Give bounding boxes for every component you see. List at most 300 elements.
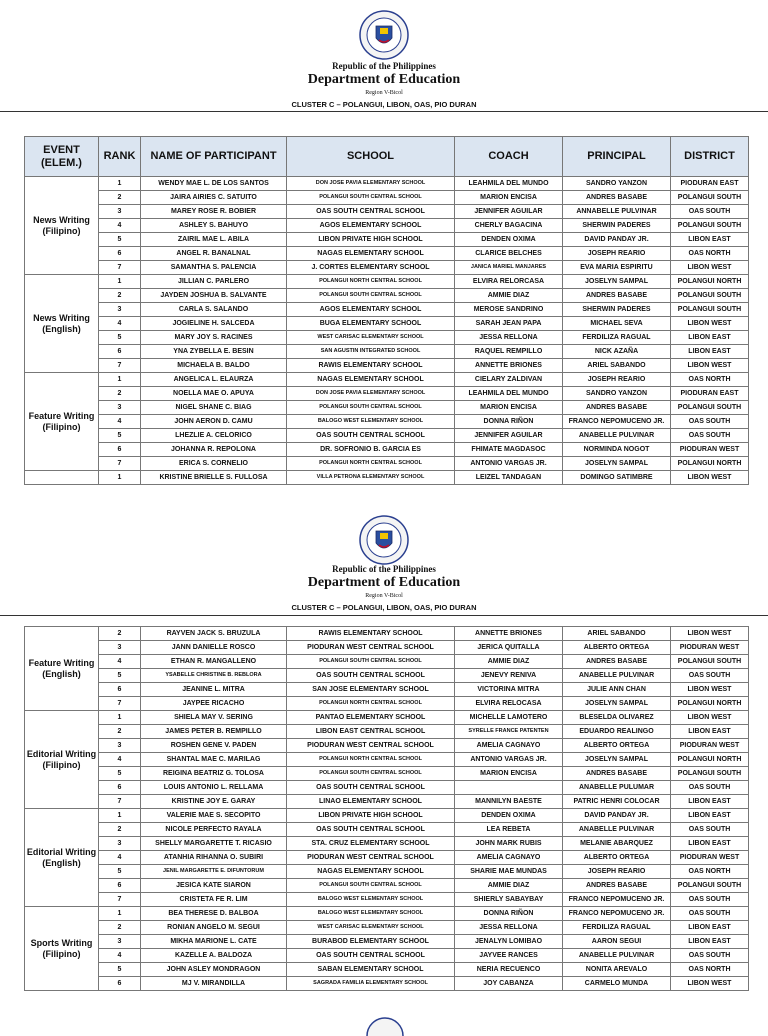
- school-cell: STA. CRUZ ELEMENTARY SCHOOL: [287, 837, 455, 851]
- table-row: [25, 795, 749, 809]
- coach-cell: DENDEN OXIMA: [455, 809, 563, 823]
- district-cell: POLANGUI SOUTH: [671, 401, 749, 415]
- principal-cell: ALBERTO ORTEGA: [563, 851, 671, 865]
- principal-cell: ARIEL SABANDO: [563, 627, 671, 641]
- table-row: [25, 331, 749, 345]
- principal-cell: ANABELLE PULVINAR: [563, 823, 671, 837]
- participant-cell: ROSHEN GENE V. PADEN: [141, 739, 287, 753]
- rank-cell: 7: [99, 697, 141, 711]
- coach-cell: ANTONIO VARGAS JR.: [455, 457, 563, 471]
- principal-cell: JULIE ANN CHAN: [563, 683, 671, 697]
- participant-cell: JAYDEN JOSHUA B. SALVANTE: [141, 289, 287, 303]
- rank-cell: 4: [99, 317, 141, 331]
- school-cell: OAS SOUTH CENTRAL SCHOOL: [287, 823, 455, 837]
- school-cell: WEST CARISAC ELEMENTARY SCHOOL: [287, 331, 455, 345]
- coach-cell: CIELARY ZALDIVAN: [455, 373, 563, 387]
- principal-cell: ARIEL SABANDO: [563, 359, 671, 373]
- principal-cell: JOSELYN SAMPAL: [563, 753, 671, 767]
- principal-cell: BLESELDA OLIVAREZ: [563, 711, 671, 725]
- rank-cell: 4: [99, 949, 141, 963]
- participant-cell: JANN DANIELLE ROSCO: [141, 641, 287, 655]
- table-row: [25, 753, 749, 767]
- school-cell: DON JOSE PAVIA ELEMENTARY SCHOOL: [287, 387, 455, 401]
- participant-cell: ETHAN R. MANGALLENO: [141, 655, 287, 669]
- participant-cell: REIGINA BEATRIZ G. TOLOSA: [141, 767, 287, 781]
- school-cell: BURABOD ELEMENTARY SCHOOL: [287, 935, 455, 949]
- rank-cell: 1: [99, 711, 141, 725]
- coach-cell: LEAHMILA DEL MUNDO: [455, 387, 563, 401]
- coach-cell: JENEVY RENIVA: [455, 669, 563, 683]
- district-cell: POLANGUI NORTH: [671, 697, 749, 711]
- district-cell: POLANGUI SOUTH: [671, 219, 749, 233]
- district-cell: LIBON WEST: [671, 317, 749, 331]
- col-principal: PRINCIPAL: [563, 137, 671, 177]
- coach-cell: AMMIE DIAZ: [455, 289, 563, 303]
- results-table-page-2: [24, 626, 749, 991]
- district-cell: LIBON EAST: [671, 331, 749, 345]
- table-row: [25, 935, 749, 949]
- coach-cell: MARION ENCISA: [455, 401, 563, 415]
- event-cell: Sports Writing (Filipino): [25, 907, 99, 991]
- principal-cell: JOSEPH REARIO: [563, 865, 671, 879]
- rank-cell: 7: [99, 795, 141, 809]
- participant-cell: NOELLA MAE O. APUYA: [141, 387, 287, 401]
- principal-cell: ANDRES BASABE: [563, 879, 671, 893]
- district-cell: LIBON WEST: [671, 627, 749, 641]
- table-row: [25, 921, 749, 935]
- table-row: [25, 655, 749, 669]
- event-cell: Feature Writing (Filipino): [25, 373, 99, 471]
- participant-cell: MIKHA MARIONE L. CATE: [141, 935, 287, 949]
- principal-cell: FRANCO NEPOMUCENO JR.: [563, 907, 671, 921]
- deped-seal-icon: [359, 515, 409, 565]
- coach-cell: NERIA RECUENCO: [455, 963, 563, 977]
- table-row: [25, 345, 749, 359]
- principal-cell: SHERWIN PADERES: [563, 219, 671, 233]
- rank-cell: 6: [99, 247, 141, 261]
- school-cell: BALOGO WEST ELEMENTARY SCHOOL: [287, 893, 455, 907]
- school-cell: BALOGO WEST ELEMENTARY SCHOOL: [287, 907, 455, 921]
- participant-cell: MICHAELA B. BALDO: [141, 359, 287, 373]
- principal-cell: MELANIE ABARQUEZ: [563, 837, 671, 851]
- district-cell: POLANGUI SOUTH: [671, 879, 749, 893]
- table-row: [25, 233, 749, 247]
- participant-cell: CRISTETA FE R. LIM: [141, 893, 287, 907]
- district-cell: POLANGUI NORTH: [671, 753, 749, 767]
- table-row: [25, 963, 749, 977]
- participant-cell: SHELLY MARGARETTE T. RICASIO: [141, 837, 287, 851]
- school-cell: AGOS ELEMENTARY SCHOOL: [287, 303, 455, 317]
- rank-cell: 6: [99, 345, 141, 359]
- rank-cell: 2: [99, 191, 141, 205]
- participant-cell: SAMANTHA S. PALENCIA: [141, 261, 287, 275]
- table-row: [25, 429, 749, 443]
- school-cell: SAN AGUSTIN INTEGRATED SCHOOL: [287, 345, 455, 359]
- school-cell: SAGRADA FAMILIA ELEMENTARY SCHOOL: [287, 977, 455, 991]
- district-cell: LIBON EAST: [671, 233, 749, 247]
- rank-cell: 3: [99, 739, 141, 753]
- participant-cell: KRISTINE BRIELLE S. FULLOSA: [141, 471, 287, 485]
- participant-cell: JEANINE L. MITRA: [141, 683, 287, 697]
- rank-cell: 6: [99, 879, 141, 893]
- participant-cell: ANGELICA L. ELAURZA: [141, 373, 287, 387]
- participant-cell: JENIL MARGARETTE E. DIFUNTORUM: [141, 865, 287, 879]
- participant-cell: NIGEL SHANE C. BIAG: [141, 401, 287, 415]
- principal-cell: ANDRES BASABE: [563, 401, 671, 415]
- district-cell: OAS NORTH: [671, 963, 749, 977]
- table-row: [25, 893, 749, 907]
- table-row: [25, 977, 749, 991]
- principal-cell: SANDRO YANZON: [563, 387, 671, 401]
- coach-cell: ELVIRA RELORCASA: [455, 275, 563, 289]
- coach-cell: FHIMATE MAGDASOC: [455, 443, 563, 457]
- rank-cell: 5: [99, 963, 141, 977]
- principal-cell: JOSEPH REARIO: [563, 373, 671, 387]
- republic-label: Republic of the Philippines: [332, 61, 436, 71]
- rank-cell: 3: [99, 641, 141, 655]
- table-row: [25, 387, 749, 401]
- school-cell: POLANGUI SOUTH CENTRAL SCHOOL: [287, 191, 455, 205]
- school-cell: PANTAO ELEMENTARY SCHOOL: [287, 711, 455, 725]
- district-cell: LIBON EAST: [671, 935, 749, 949]
- principal-cell: ANDRES BASABE: [563, 191, 671, 205]
- rank-cell: 3: [99, 401, 141, 415]
- school-cell: POLANGUI NORTH CENTRAL SCHOOL: [287, 753, 455, 767]
- coach-cell: AMMIE DIAZ: [455, 879, 563, 893]
- participant-cell: VALERIE MAE S. SECOPITO: [141, 809, 287, 823]
- participant-cell: SHANTAL MAE C. MARILAG: [141, 753, 287, 767]
- district-cell: POLANGUI SOUTH: [671, 191, 749, 205]
- school-cell: BUGA ELEMENTARY SCHOOL: [287, 317, 455, 331]
- coach-cell: DONNA RIÑON: [455, 907, 563, 921]
- district-cell: LIBON EAST: [671, 837, 749, 851]
- school-cell: WEST CARISAC ELEMENTARY SCHOOL: [287, 921, 455, 935]
- coach-cell: JESSA RELLONA: [455, 921, 563, 935]
- rank-cell: 1: [99, 373, 141, 387]
- participant-cell: RAYVEN JACK S. BRUZULA: [141, 627, 287, 641]
- participant-cell: KRISTINE JOY E. GARAY: [141, 795, 287, 809]
- table-row: [25, 949, 749, 963]
- participant-cell: WENDY MAE L. DE LOS SANTOS: [141, 177, 287, 191]
- rank-cell: 4: [99, 655, 141, 669]
- rank-cell: 3: [99, 205, 141, 219]
- table-row: [25, 289, 749, 303]
- district-cell: POLANGUI SOUTH: [671, 655, 749, 669]
- school-cell: POLANGUI SOUTH CENTRAL SCHOOL: [287, 289, 455, 303]
- table-row: [25, 767, 749, 781]
- participant-cell: ASHLEY S. BAHUYO: [141, 219, 287, 233]
- school-cell: LIBON PRIVATE HIGH SCHOOL: [287, 809, 455, 823]
- principal-cell: DAVID PANDAY JR.: [563, 809, 671, 823]
- district-cell: PIODURAN WEST: [671, 851, 749, 865]
- principal-cell: MICHAEL SEVA: [563, 317, 671, 331]
- event-cell: Feature Writing (English): [25, 627, 99, 711]
- event-cell: Editorial Writing (English): [25, 809, 99, 907]
- school-cell: POLANGUI SOUTH CENTRAL SCHOOL: [287, 767, 455, 781]
- coach-cell: JAYVEE RANCES: [455, 949, 563, 963]
- principal-cell: PATRIC HENRI COLOCAR: [563, 795, 671, 809]
- table-row: [25, 669, 749, 683]
- rank-cell: 1: [99, 809, 141, 823]
- participant-cell: ERICA S. CORNELIO: [141, 457, 287, 471]
- participant-cell: MAREY ROSE R. BOBIER: [141, 205, 287, 219]
- col-participant: NAME OF PARTICIPANT: [141, 137, 287, 177]
- header-divider: [0, 111, 768, 112]
- rank-cell: 6: [99, 443, 141, 457]
- table-row: [25, 317, 749, 331]
- school-cell: POLANGUI NORTH CENTRAL SCHOOL: [287, 457, 455, 471]
- principal-cell: ANABELLE PULVINAR: [563, 949, 671, 963]
- rank-cell: 5: [99, 865, 141, 879]
- school-cell: PIODURAN WEST CENTRAL SCHOOL: [287, 641, 455, 655]
- table-row: [25, 457, 749, 471]
- table-row: [25, 809, 749, 823]
- table-row: [25, 781, 749, 795]
- coach-cell: MANNILYN BAESTE: [455, 795, 563, 809]
- header-divider: [0, 615, 768, 616]
- district-cell: LIBON EAST: [671, 795, 749, 809]
- district-cell: POLANGUI NORTH: [671, 275, 749, 289]
- coach-cell: LEAHMILA DEL MUNDO: [455, 177, 563, 191]
- participant-cell: JILLIAN C. PARLERO: [141, 275, 287, 289]
- coach-cell: ANTONIO VARGAS JR.: [455, 753, 563, 767]
- district-cell: PIODURAN WEST: [671, 641, 749, 655]
- district-cell: OAS SOUTH: [671, 949, 749, 963]
- school-cell: NAGAS ELEMENTARY SCHOOL: [287, 247, 455, 261]
- principal-cell: DAVID PANDAY JR.: [563, 233, 671, 247]
- table-row: [25, 415, 749, 429]
- principal-cell: ANABELLE PULVINAR: [563, 429, 671, 443]
- participant-cell: MARY JOY S. RACINES: [141, 331, 287, 345]
- principal-cell: DOMINGO SATIMBRE: [563, 471, 671, 485]
- rank-cell: 7: [99, 261, 141, 275]
- coach-cell: MARION ENCISA: [455, 767, 563, 781]
- col-school: SCHOOL: [287, 137, 455, 177]
- district-cell: OAS NORTH: [671, 373, 749, 387]
- coach-cell: RAQUEL REMPILLO: [455, 345, 563, 359]
- principal-cell: ALBERTO ORTEGA: [563, 641, 671, 655]
- table-row: [25, 219, 749, 233]
- principal-cell: EVA MARIA ESPIRITU: [563, 261, 671, 275]
- rank-cell: 5: [99, 669, 141, 683]
- region-label: Region V-Bicol: [365, 90, 403, 96]
- district-cell: LIBON WEST: [671, 359, 749, 373]
- participant-cell: JESICA KATE SIARON: [141, 879, 287, 893]
- district-cell: LIBON EAST: [671, 725, 749, 739]
- school-cell: VILLA PETRONA ELEMENTARY SCHOOL: [287, 471, 455, 485]
- rank-cell: 3: [99, 303, 141, 317]
- participant-cell: CARLA S. SALANDO: [141, 303, 287, 317]
- region-label: Region V-Bicol: [365, 593, 403, 599]
- rank-cell: 6: [99, 683, 141, 697]
- event-cell: News Writing (English): [25, 275, 99, 373]
- principal-cell: FERDILIZA RAGUAL: [563, 921, 671, 935]
- table-row: [25, 823, 749, 837]
- principal-cell: FRANCO NEPOMUCENO JR.: [563, 415, 671, 429]
- principal-cell: SANDRO YANZON: [563, 177, 671, 191]
- principal-cell: FRANCO NEPOMUCENO JR.: [563, 893, 671, 907]
- principal-cell: ANDRES BASABE: [563, 289, 671, 303]
- district-cell: OAS SOUTH: [671, 415, 749, 429]
- table-row: [25, 907, 749, 921]
- principal-cell: JOSEPH REARIO: [563, 247, 671, 261]
- coach-cell: ANNETTE BRIONES: [455, 627, 563, 641]
- coach-cell: JENNIFER AGUILAR: [455, 429, 563, 443]
- event-cell: [25, 471, 99, 485]
- principal-cell: ANABELLE PULUMAR: [563, 781, 671, 795]
- table-row: [25, 683, 749, 697]
- principal-cell: ANABELLE PULVINAR: [563, 669, 671, 683]
- rank-cell: 1: [99, 275, 141, 289]
- principal-cell: ANNABELLE PULVINAR: [563, 205, 671, 219]
- coach-cell: CHERLY BAGACINA: [455, 219, 563, 233]
- participant-cell: JAYPEE RICACHO: [141, 697, 287, 711]
- table-row: [25, 697, 749, 711]
- participant-cell: ZAIRIL MAE L. ABILA: [141, 233, 287, 247]
- school-cell: POLANGUI SOUTH CENTRAL SCHOOL: [287, 655, 455, 669]
- rank-cell: 5: [99, 331, 141, 345]
- col-coach: COACH: [455, 137, 563, 177]
- coach-cell: ANNETTE BRIONES: [455, 359, 563, 373]
- school-cell: LIBON PRIVATE HIGH SCHOOL: [287, 233, 455, 247]
- district-cell: OAS SOUTH: [671, 823, 749, 837]
- col-rank: RANK: [99, 137, 141, 177]
- principal-cell: JOSELYN SAMPAL: [563, 697, 671, 711]
- event-cell: Editorial Writing (Filipino): [25, 711, 99, 809]
- coach-cell: SYRELLE FRANCE PATENTEN: [455, 725, 563, 739]
- table-row: [25, 401, 749, 415]
- principal-cell: FERDILIZA RAGUAL: [563, 331, 671, 345]
- participant-cell: JAMES PETER B. REMPILLO: [141, 725, 287, 739]
- table-row: [25, 879, 749, 893]
- coach-cell: DONNA RIÑON: [455, 415, 563, 429]
- table-row: [25, 837, 749, 851]
- cluster-label: CLUSTER C – POLANGUI, LIBON, OAS, PIO DURAN: [291, 100, 477, 109]
- participant-cell: JOHANNA R. REPOLONA: [141, 443, 287, 457]
- coach-cell: JESSA RELLONA: [455, 331, 563, 345]
- coach-cell: JOHN MARK RUBIS: [455, 837, 563, 851]
- school-cell: RAWIS ELEMENTARY SCHOOL: [287, 359, 455, 373]
- coach-cell: AMMIE DIAZ: [455, 655, 563, 669]
- coach-cell: JENALYN LOMIBAO: [455, 935, 563, 949]
- coach-cell: SHIERLY SABAYBAY: [455, 893, 563, 907]
- participant-cell: JOGIELINE H. SALCEDA: [141, 317, 287, 331]
- school-cell: PIODURAN WEST CENTRAL SCHOOL: [287, 851, 455, 865]
- rank-cell: 7: [99, 893, 141, 907]
- col-event: EVENT (ELEM.): [25, 137, 99, 177]
- district-cell: OAS SOUTH: [671, 893, 749, 907]
- rank-cell: 5: [99, 429, 141, 443]
- participant-cell: JOHN ASLEY MONDRAGON: [141, 963, 287, 977]
- district-cell: PIODURAN WEST: [671, 739, 749, 753]
- principal-cell: CARMELO MUNDA: [563, 977, 671, 991]
- rank-cell: 1: [99, 907, 141, 921]
- coach-cell: MICHELLE LAMOTERO: [455, 711, 563, 725]
- table-row: [25, 303, 749, 317]
- table-row: [25, 627, 749, 641]
- participant-cell: JAIRA AIRIES C. SATUITO: [141, 191, 287, 205]
- table-row: [25, 177, 749, 191]
- district-cell: LIBON WEST: [671, 261, 749, 275]
- department-title: Department of Education: [307, 575, 461, 590]
- principal-cell: EDUARDO REALINGO: [563, 725, 671, 739]
- rank-cell: 5: [99, 233, 141, 247]
- coach-cell: [455, 781, 563, 795]
- school-cell: POLANGUI SOUTH CENTRAL SCHOOL: [287, 879, 455, 893]
- table-row: [25, 739, 749, 753]
- coach-cell: VICTORINA MITRA: [455, 683, 563, 697]
- rank-cell: 4: [99, 415, 141, 429]
- rank-cell: 7: [99, 359, 141, 373]
- school-cell: OAS SOUTH CENTRAL SCHOOL: [287, 205, 455, 219]
- district-cell: LIBON WEST: [671, 977, 749, 991]
- district-cell: POLANGUI SOUTH: [671, 303, 749, 317]
- rank-cell: 4: [99, 753, 141, 767]
- table-row: [25, 205, 749, 219]
- district-cell: OAS SOUTH: [671, 781, 749, 795]
- school-cell: OAS SOUTH CENTRAL SCHOOL: [287, 781, 455, 795]
- school-cell: PIODURAN WEST CENTRAL SCHOOL: [287, 739, 455, 753]
- deped-seal-icon: [365, 1016, 405, 1036]
- school-cell: LIBON EAST CENTRAL SCHOOL: [287, 725, 455, 739]
- table-row: [25, 641, 749, 655]
- participant-cell: KAZELLE A. BALDOZA: [141, 949, 287, 963]
- rank-cell: 6: [99, 781, 141, 795]
- school-cell: POLANGUI NORTH CENTRAL SCHOOL: [287, 275, 455, 289]
- table-header-row: [25, 137, 749, 177]
- district-cell: LIBON WEST: [671, 711, 749, 725]
- school-cell: NAGAS ELEMENTARY SCHOOL: [287, 865, 455, 879]
- district-cell: PIODURAN WEST: [671, 443, 749, 457]
- district-cell: LIBON EAST: [671, 921, 749, 935]
- coach-cell: JANICA MARIEL MANJARES: [455, 261, 563, 275]
- rank-cell: 2: [99, 725, 141, 739]
- school-cell: OAS SOUTH CENTRAL SCHOOL: [287, 949, 455, 963]
- rank-cell: 2: [99, 627, 141, 641]
- district-cell: LIBON WEST: [671, 683, 749, 697]
- principal-cell: JOSELYN SAMPAL: [563, 275, 671, 289]
- rank-cell: 1: [99, 471, 141, 485]
- coach-cell: SHARIE MAE MUNDAS: [455, 865, 563, 879]
- coach-cell: LEA REBETA: [455, 823, 563, 837]
- participant-cell: BEA THERESE D. BALBOA: [141, 907, 287, 921]
- table-row: [25, 725, 749, 739]
- coach-cell: MARION ENCISA: [455, 191, 563, 205]
- school-cell: POLANGUI SOUTH CENTRAL SCHOOL: [287, 401, 455, 415]
- district-cell: POLANGUI NORTH: [671, 457, 749, 471]
- district-cell: POLANGUI SOUTH: [671, 767, 749, 781]
- district-cell: OAS SOUTH: [671, 907, 749, 921]
- coach-cell: DENDEN OXIMA: [455, 233, 563, 247]
- coach-cell: JERICA QUITALLA: [455, 641, 563, 655]
- coach-cell: JOY CABANZA: [455, 977, 563, 991]
- participant-cell: LHEZLIE A. CELORICO: [141, 429, 287, 443]
- school-cell: BALOGO WEST ELEMENTARY SCHOOL: [287, 415, 455, 429]
- principal-cell: ANDRES BASABE: [563, 655, 671, 669]
- participant-cell: JOHN AERON D. CAMU: [141, 415, 287, 429]
- principal-cell: AARON SEGUI: [563, 935, 671, 949]
- school-cell: NAGAS ELEMENTARY SCHOOL: [287, 373, 455, 387]
- participant-cell: LOUIS ANTONIO L. RELLAMA: [141, 781, 287, 795]
- participant-cell: RONIAN ANGELO M. SEGUI: [141, 921, 287, 935]
- principal-cell: JOSELYN SAMPAL: [563, 457, 671, 471]
- event-cell: News Writing (Filipino): [25, 177, 99, 275]
- coach-cell: AMELIA CAGNAYO: [455, 851, 563, 865]
- principal-cell: ALBERTO ORTEGA: [563, 739, 671, 753]
- rank-cell: 2: [99, 823, 141, 837]
- participant-cell: YNA ZYBELLA E. BESIN: [141, 345, 287, 359]
- school-cell: SAN JOSE ELEMENTARY SCHOOL: [287, 683, 455, 697]
